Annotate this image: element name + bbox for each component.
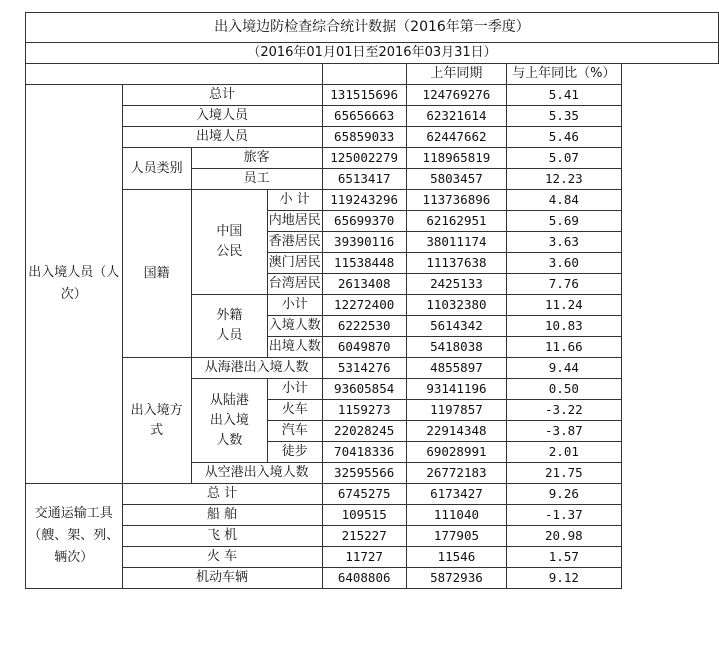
statistics-table [25, 12, 719, 589]
cell-current: 70418336 [322, 442, 406, 463]
row-label: 旅客 [191, 148, 322, 169]
table-row [26, 526, 719, 547]
cell-last-year: 5872936 [406, 568, 506, 589]
cell-yoy: 5.07 [507, 148, 622, 169]
cell-yoy: 5.46 [507, 127, 622, 148]
cell-current: 6745275 [322, 484, 406, 505]
cell-yoy: 9.44 [507, 358, 622, 379]
cell-yoy: 1.57 [507, 547, 622, 568]
cell-yoy: 5.41 [507, 85, 622, 106]
table-row [26, 106, 719, 127]
header-yoy: 与上年同比（%） [507, 64, 622, 85]
row-label: 汽车 [267, 421, 322, 442]
cell-last-year: 5614342 [406, 316, 506, 337]
cell-yoy: 11.24 [507, 295, 622, 316]
cell-yoy: 12.23 [507, 169, 622, 190]
row-label: 员工 [191, 169, 322, 190]
cell-last-year: 26772183 [406, 463, 506, 484]
group-persons: 出入境人员（人次） [26, 85, 123, 484]
cell-current: 1159273 [322, 400, 406, 421]
cell-yoy: 5.69 [507, 211, 622, 232]
cell-current: 131515696 [322, 85, 406, 106]
cell-yoy: -1.37 [507, 505, 622, 526]
group-land: 从陆港出入境人数 [191, 379, 267, 463]
row-label: 入境人数 [267, 316, 322, 337]
cell-current: 65699370 [322, 211, 406, 232]
cell-last-year: 118965819 [406, 148, 506, 169]
row-label: 总计 [122, 85, 322, 106]
cell-current: 6513417 [322, 169, 406, 190]
row-label: 内地居民 [267, 211, 322, 232]
table-row [26, 190, 719, 211]
table-row [26, 484, 719, 505]
row-label: 飞 机 [122, 526, 322, 547]
cell-last-year: 124769276 [406, 85, 506, 106]
cell-yoy: 21.75 [507, 463, 622, 484]
cell-current: 11727 [322, 547, 406, 568]
cell-yoy: -3.22 [507, 400, 622, 421]
cell-current: 6222530 [322, 316, 406, 337]
table-row [26, 358, 719, 379]
cell-yoy: 3.60 [507, 253, 622, 274]
cell-current: 39390116 [322, 232, 406, 253]
header-current [322, 64, 406, 85]
group-chinese: 中国公民 [191, 190, 267, 295]
cell-last-year: 111040 [406, 505, 506, 526]
group-category: 人员类别 [122, 148, 191, 190]
cell-current: 2613408 [322, 274, 406, 295]
cell-yoy: 4.84 [507, 190, 622, 211]
cell-yoy: 5.35 [507, 106, 622, 127]
header-blank [26, 64, 323, 85]
cell-current: 32595566 [322, 463, 406, 484]
header-row [26, 64, 719, 85]
cell-last-year: 62162951 [406, 211, 506, 232]
row-label: 火 车 [122, 547, 322, 568]
group-nationality: 国籍 [122, 190, 191, 358]
row-label: 出境人员 [122, 127, 322, 148]
cell-current: 11538448 [322, 253, 406, 274]
header-last-year: 上年同期 [406, 64, 506, 85]
table-row [26, 505, 719, 526]
cell-last-year: 62321614 [406, 106, 506, 127]
row-label: 总 计 [122, 484, 322, 505]
table-row [26, 85, 719, 106]
group-foreign: 外籍人员 [191, 295, 267, 358]
row-label: 船 舶 [122, 505, 322, 526]
cell-current: 6408806 [322, 568, 406, 589]
cell-last-year: 62447662 [406, 127, 506, 148]
cell-current: 215227 [322, 526, 406, 547]
cell-last-year: 93141196 [406, 379, 506, 400]
table-row [26, 127, 719, 148]
cell-current: 65859033 [322, 127, 406, 148]
row-label: 徒步 [267, 442, 322, 463]
cell-current: 12272400 [322, 295, 406, 316]
row-label: 小计 [267, 295, 322, 316]
row-label: 澳门居民 [267, 253, 322, 274]
cell-last-year: 113736896 [406, 190, 506, 211]
cell-yoy: 7.76 [507, 274, 622, 295]
cell-last-year: 5418038 [406, 337, 506, 358]
row-label: 机动车辆 [122, 568, 322, 589]
cell-current: 93605854 [322, 379, 406, 400]
row-label: 台湾居民 [267, 274, 322, 295]
cell-last-year: 5803457 [406, 169, 506, 190]
cell-yoy: -3.87 [507, 421, 622, 442]
row-label: 小计 [267, 379, 322, 400]
table-title: 出入境边防检查综合统计数据（2016年第一季度） [26, 13, 719, 43]
group-mode: 出入境方式 [122, 358, 191, 484]
cell-last-year: 11546 [406, 547, 506, 568]
cell-last-year: 2425133 [406, 274, 506, 295]
cell-last-year: 6173427 [406, 484, 506, 505]
table-row [26, 568, 719, 589]
row-label: 出境人数 [267, 337, 322, 358]
cell-yoy: 11.66 [507, 337, 622, 358]
cell-current: 119243296 [322, 190, 406, 211]
cell-last-year: 22914348 [406, 421, 506, 442]
cell-current: 65656663 [322, 106, 406, 127]
cell-current: 22028245 [322, 421, 406, 442]
cell-yoy: 10.83 [507, 316, 622, 337]
row-label: 入境人员 [122, 106, 322, 127]
cell-last-year: 4855897 [406, 358, 506, 379]
table-row [26, 547, 719, 568]
date-range: （2016年01月01日至2016年03月31日） [26, 43, 719, 64]
group-vehicles: 交通运输工具（艘、架、列、辆次） [26, 484, 123, 589]
cell-last-year: 177905 [406, 526, 506, 547]
row-label: 香港居民 [267, 232, 322, 253]
cell-last-year: 11032380 [406, 295, 506, 316]
cell-current: 5314276 [322, 358, 406, 379]
cell-current: 109515 [322, 505, 406, 526]
row-label: 从空港出入境人数 [191, 463, 322, 484]
cell-last-year: 38011174 [406, 232, 506, 253]
cell-last-year: 11137638 [406, 253, 506, 274]
cell-current: 125002279 [322, 148, 406, 169]
cell-current: 6049870 [322, 337, 406, 358]
cell-yoy: 2.01 [507, 442, 622, 463]
row-label: 小 计 [267, 190, 322, 211]
cell-yoy: 9.26 [507, 484, 622, 505]
cell-yoy: 3.63 [507, 232, 622, 253]
cell-yoy: 9.12 [507, 568, 622, 589]
row-label: 从海港出入境人数 [191, 358, 322, 379]
cell-yoy: 20.98 [507, 526, 622, 547]
cell-last-year: 69028991 [406, 442, 506, 463]
cell-yoy: 0.50 [507, 379, 622, 400]
table-row [26, 148, 719, 169]
row-label: 火车 [267, 400, 322, 421]
cell-last-year: 1197857 [406, 400, 506, 421]
